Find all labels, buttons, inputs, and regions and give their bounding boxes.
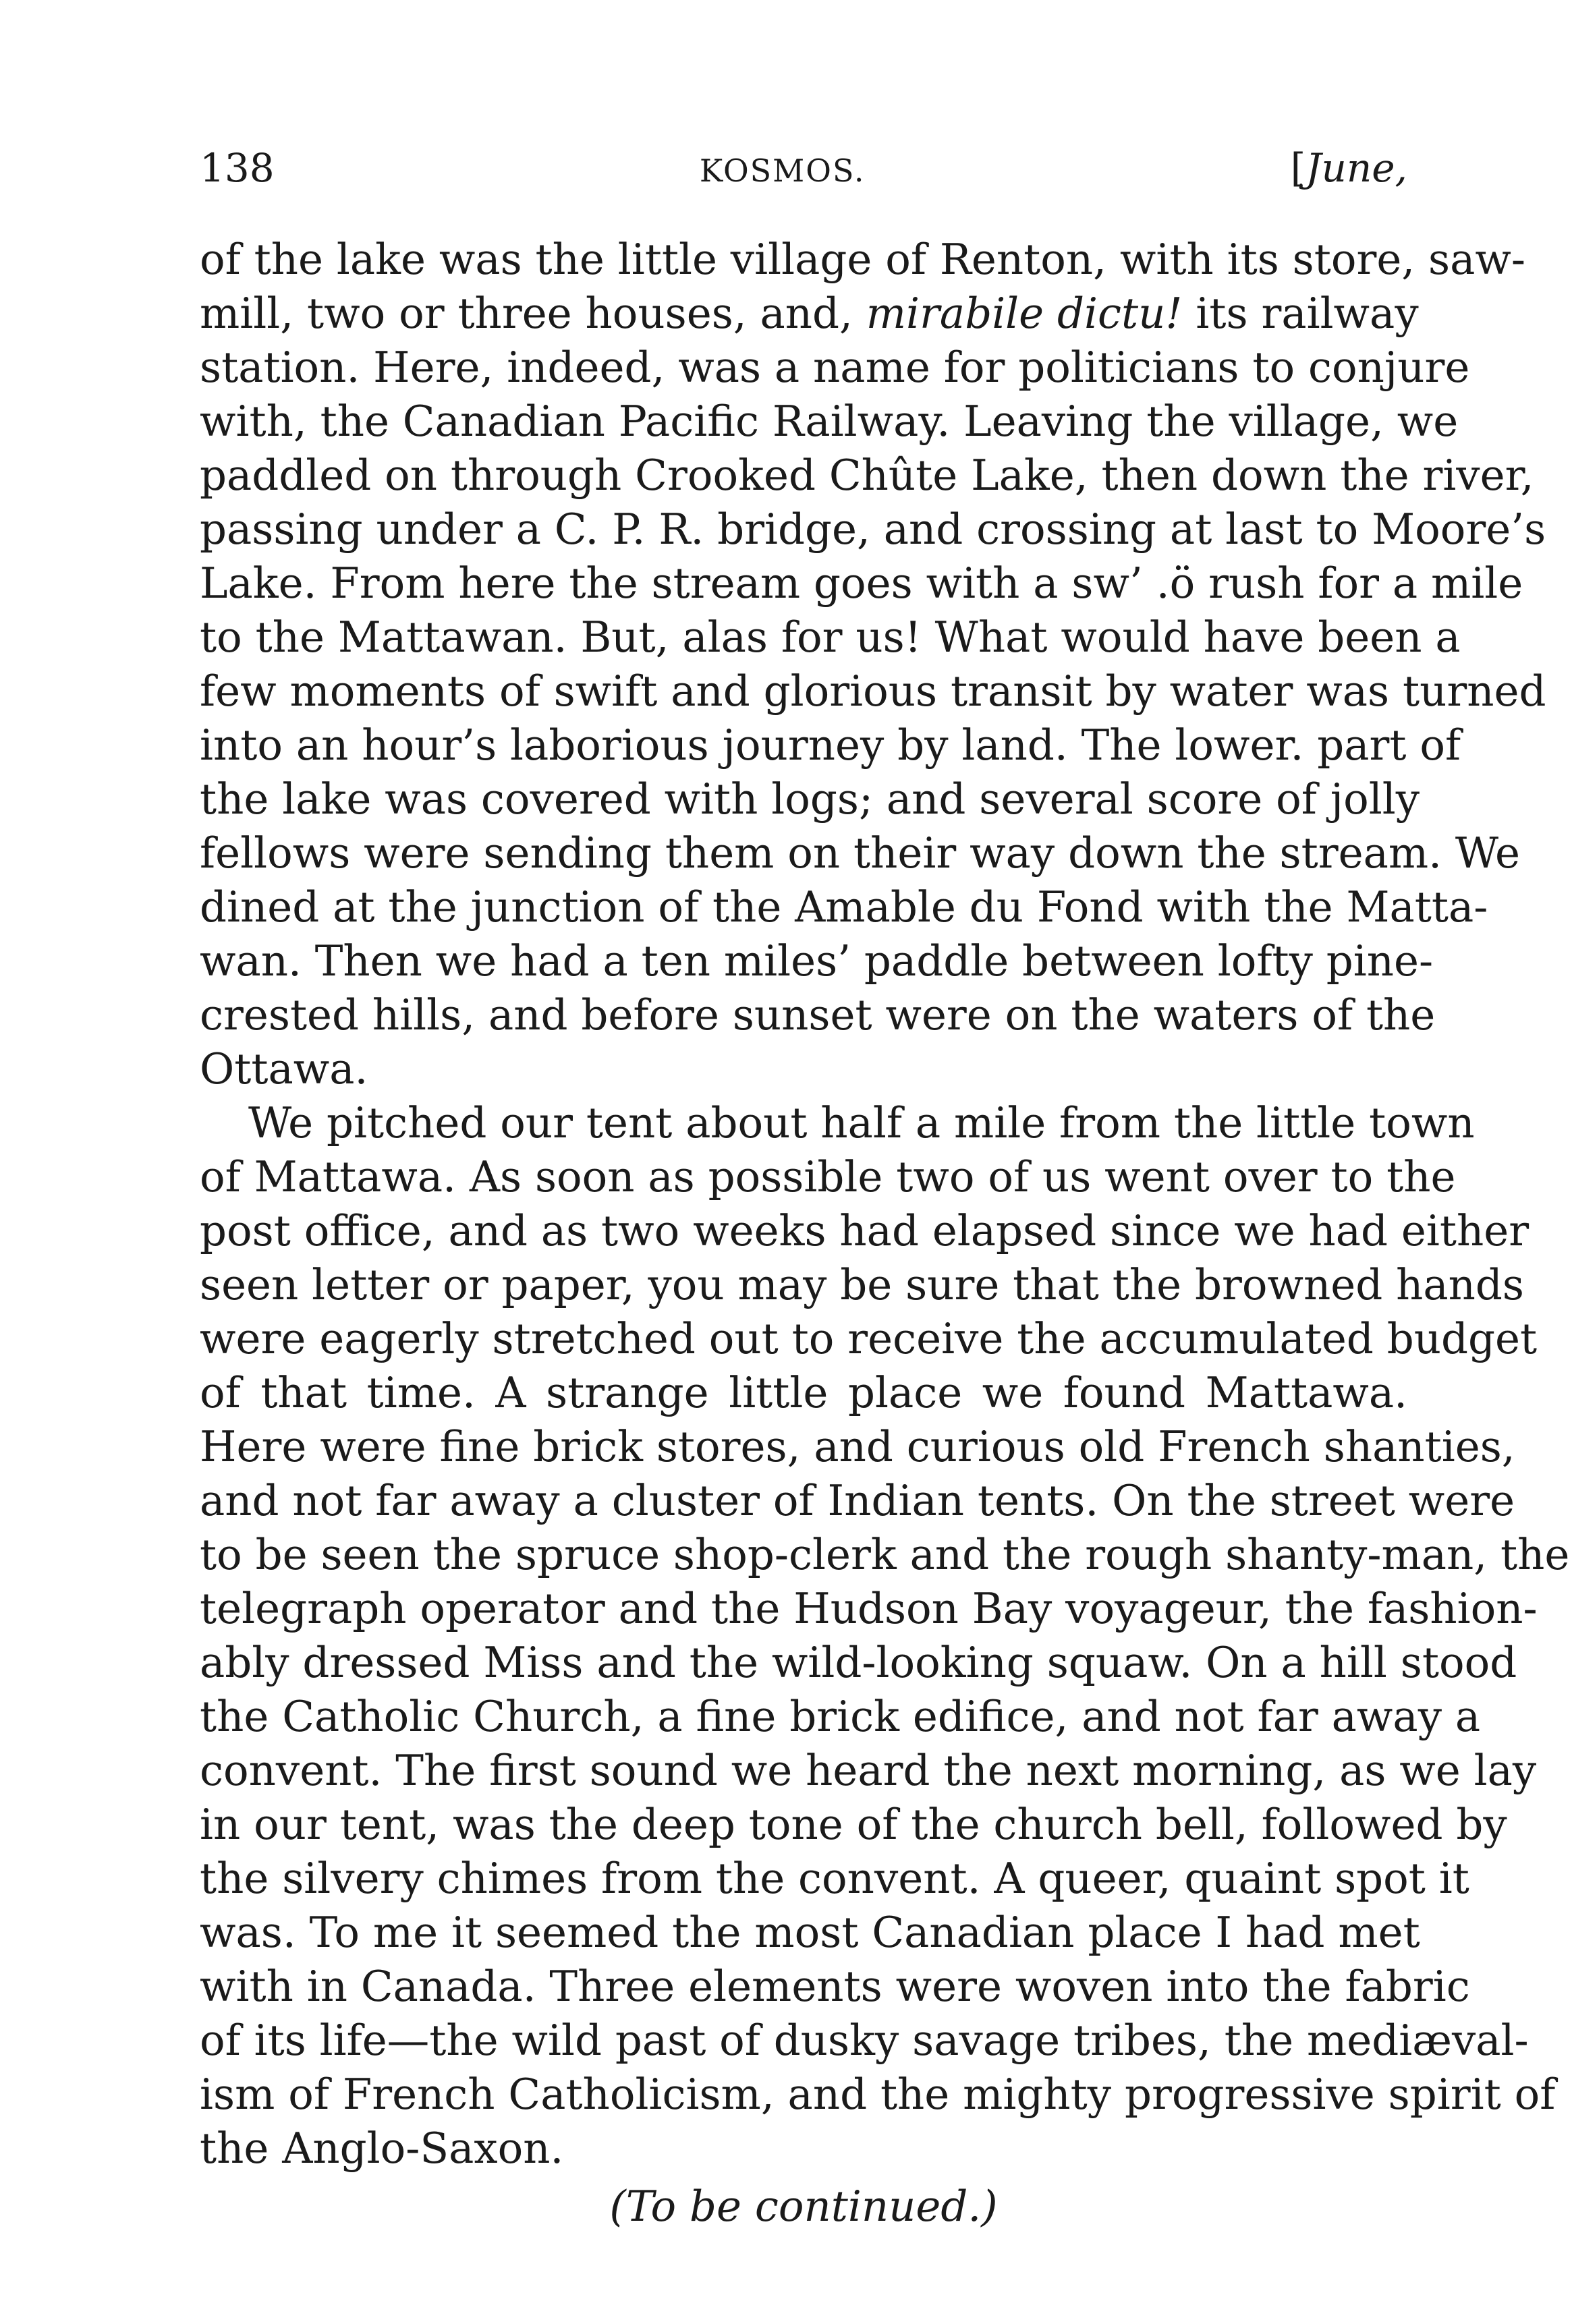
- text-run: mirabile dictu!: [866, 289, 1183, 338]
- text-run: few moments of swift and glorious transit by water was turned: [200, 667, 1546, 716]
- text-line: [200, 557, 1523, 611]
- text-run: Ottawa.: [200, 1044, 368, 1094]
- text-run: We pitched our tent about half a mile from the little town: [248, 1098, 1475, 1147]
- text-line: [200, 1582, 1538, 1636]
- text-run: the Anglo-Saxon.: [200, 2124, 564, 2173]
- article-body: [200, 233, 1570, 2234]
- book-page: [200, 145, 1570, 2234]
- text-line: [200, 1366, 1407, 1420]
- text-line: [200, 395, 1459, 449]
- text-run: ably dressed Miss and the wild-looking squaw. On a hill stood: [200, 1638, 1517, 1687]
- text-line: [200, 1042, 1407, 1096]
- text-line: [200, 1636, 1517, 1690]
- text-run: telegraph operator and the Hudson Bay voyageur, the fashion-: [200, 1584, 1538, 1633]
- page-number: 138: [200, 145, 275, 191]
- paragraph: [200, 233, 1546, 1096]
- text-run: of Mattawa. As soon as possible two of us went over to the: [200, 1152, 1456, 1201]
- text-line: [200, 503, 1546, 557]
- text-run: station. Here, indeed, was a name for politicians to conjure: [200, 343, 1470, 392]
- text-line: [200, 341, 1470, 395]
- text-run: post office, and as two weeks had elapsed since we had either: [200, 1206, 1529, 1255]
- text-line: [200, 1096, 1475, 1150]
- text-run: in our tent, was the deep tone of the church bell, followed by: [200, 1800, 1507, 1849]
- text-run: the Catholic Church, a fine brick edifice, and not far away a: [200, 1692, 1481, 1741]
- text-run: fellows were sending them on their way down the stream. We: [200, 828, 1521, 878]
- text-line: [200, 1852, 1469, 1906]
- text-line: [200, 2068, 1556, 2122]
- text-line: [200, 934, 1434, 988]
- text-line: [200, 1744, 1537, 1798]
- text-line: [200, 449, 1534, 503]
- text-line: [200, 1960, 1470, 2014]
- text-line: [200, 611, 1461, 664]
- text-run: mill, two or three houses, and,: [200, 289, 866, 338]
- text-run: into an hour’s laborious journey by land. The lower. part of: [200, 720, 1461, 770]
- text-line: [200, 988, 1436, 1042]
- paragraph: [200, 1096, 1570, 2176]
- issue-month-text: June,: [1306, 145, 1407, 191]
- text-run: Lake. From here the stream goes with a sw’ .ö rush for a mile: [200, 559, 1523, 608]
- text-line: [200, 826, 1521, 880]
- text-run: to the Mattawan. But, alas for us! What would have been a: [200, 613, 1461, 662]
- text-line: [200, 1798, 1507, 1852]
- text-run: was. To me it seemed the most Canadian place I had met: [200, 1908, 1420, 1957]
- text-line: [200, 1258, 1524, 1312]
- running-head: [200, 145, 1407, 219]
- text-line: [200, 718, 1461, 772]
- text-line: [200, 664, 1546, 718]
- text-line: [200, 1690, 1481, 1744]
- text-line: [200, 2014, 1529, 2068]
- text-run: of its life—the wild past of dusky savage tribes, the mediæval-: [200, 2016, 1529, 2065]
- text-line: [200, 1312, 1538, 1366]
- text-line: [200, 1528, 1570, 1582]
- text-run: the silvery chimes from the convent. A queer, quaint spot it: [200, 1854, 1469, 1903]
- text-run: the lake was covered with logs; and several score of jolly: [200, 774, 1420, 824]
- text-run: passing under a C. P. R. bridge, and crossing at last to Moore’s: [200, 505, 1546, 554]
- text-run: seen letter or paper, you may be sure that the browned hands: [200, 1260, 1524, 1309]
- issue-month: [1291, 145, 1407, 191]
- text-run: with, the Canadian Pacific Railway. Leaving the village, we: [200, 397, 1459, 446]
- text-line: [200, 1906, 1420, 1960]
- text-line: [200, 1204, 1529, 1258]
- text-line: [200, 1150, 1456, 1204]
- text-line: [200, 233, 1525, 287]
- text-run: crested hills, and before sunset were on the waters of the: [200, 990, 1436, 1040]
- text-run: of the lake was the little village of Renton, with its store, saw-: [200, 235, 1525, 284]
- to-be-continued-note: (To be continued.): [609, 2182, 998, 2231]
- text-run: wan. Then we had a ten miles’ paddle between lofty pine-: [200, 936, 1434, 986]
- text-run: paddled on through Crooked Chûte Lake, then down the river,: [200, 451, 1534, 500]
- issue-month-bracket: [: [1290, 145, 1306, 191]
- text-run: were eagerly stretched out to receive the accumulated budget: [200, 1314, 1538, 1363]
- text-line: [200, 2122, 1407, 2176]
- text-run: with in Canada. Three elements were woven into the fabric: [200, 1962, 1470, 2011]
- text-run: to be seen the spruce shop-clerk and the rough shanty-man, the: [200, 1530, 1570, 1579]
- text-line: [200, 772, 1420, 826]
- text-run: dined at the junction of the Amable du Fond with the Matta-: [200, 882, 1488, 932]
- text-line: [200, 287, 1419, 341]
- text-line: [200, 880, 1488, 934]
- text-run: Here were fine brick stores, and curious old French shanties,: [200, 1422, 1515, 1471]
- text-line: [200, 1474, 1515, 1528]
- text-run: of that time. A strange little place we found Mattawa.: [200, 1368, 1407, 1417]
- text-run: and not far away a cluster of Indian tents. On the street were: [200, 1476, 1515, 1525]
- text-line: [200, 1420, 1515, 1474]
- journal-title: KOSMOS.: [699, 152, 866, 189]
- text-run: ism of French Catholicism, and the mighty progressive spirit of: [200, 2070, 1556, 2119]
- text-run: its railway: [1182, 289, 1419, 338]
- text-run: convent. The first sound we heard the next morning, as we lay: [200, 1746, 1537, 1795]
